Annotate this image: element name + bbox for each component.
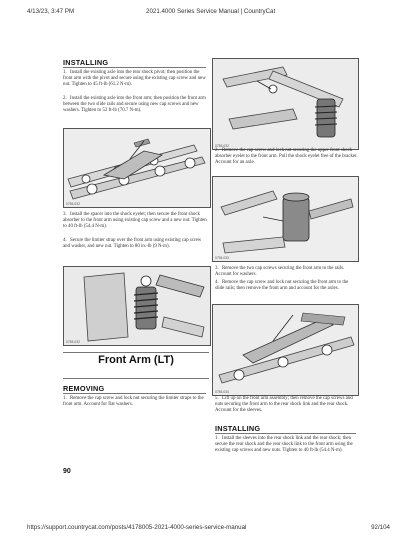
heading-rule <box>63 67 206 68</box>
title-rule-bottom <box>63 378 209 379</box>
print-url: https://support.countrycat.com/posts/4178005-2021-4000-series-service-manual <box>27 524 247 531</box>
removing-heading: REMOVING <box>63 384 105 393</box>
step-item: 3. Remove the two cap screws securing the front arm to the rails. Account for washers. <box>215 266 345 278</box>
step-item: 1. Install the sleeves into the rear shock link and the rear shock; then secure the rear shock and the rear shock link to the front arm using the existing cap screws and new nuts. Tighten to 40 ft-lb (54.4 N-m). <box>215 436 353 454</box>
figure-front-shock-eyelet: 0755-032 <box>63 266 211 346</box>
section-title-text: Front Arm (LT) <box>98 354 174 366</box>
figure-front-arm-eyelet: 0755-033 <box>212 176 359 262</box>
section-title <box>63 354 209 366</box>
step-item: 1. Install the existing axle into the rear shock pivot; then position the front arm with the pivot and secure using the existing cap screw and new nut. Tighten to 45 ft-lb (61.2 N-m). <box>63 70 206 88</box>
figure-front-arm-rails: 0755-032 <box>63 128 211 208</box>
heading-rule <box>63 393 206 394</box>
print-page-title: 2021.4000 Series Service Manual | CountryCat <box>146 8 276 15</box>
print-page-count: 92/104 <box>371 524 390 531</box>
step-item: 2. Remove the cap screw and lock nut securing the upper front shock absorber eyelet to the front arm. Pull the shock eyelet free of the bracket. Account for an axle. <box>215 148 358 166</box>
step-item: 5. Lift up on the front arm assembly; then remove the cap screws and nuts securing the front arm to the rear shock link and the rear shock. Account for the sleeves. <box>215 396 353 414</box>
step-item: 4. Remove the cap screw and lock nut securing the front arm to the slide rails; then remove the front arm and account for the axles. <box>215 280 349 292</box>
figure-front-arm-removal: 0755-034 <box>212 304 359 396</box>
figure-shock-absorber-top: 0755-032 <box>212 58 359 150</box>
step-item: 3. Install the spacer into the shock eyelet; then secure the front shock absorber to the front arm using existing cap screw and a new nut. Tighten to 40 ft-lb (54.4 N-m). <box>63 212 207 230</box>
manual-page-number: 90 <box>63 468 71 475</box>
step-item: 1. Remove the cap screw and lock nut securing the limiter straps to the front arm. Account for flat washers. <box>63 396 204 408</box>
installing-heading-left: INSTALLING <box>63 58 109 67</box>
print-datetime: 4/13/23, 3:47 PM <box>27 8 75 15</box>
installing-heading-right: INSTALLING <box>215 424 261 433</box>
title-rule-top <box>63 352 209 353</box>
step-item: 4. Secure the limiter strap over the front arm using existing cap screw and washer, and new nut. Tighten to 80 in.-lb (9 N-m). <box>63 238 202 250</box>
step-item: 2. Install the existing axle into the front arm; then position the front arm between the two slide rails and secure using new cap screws and new washers. Tighten to 52 ft-lb (70.7 N-m). <box>63 96 206 114</box>
heading-rule <box>215 433 356 434</box>
